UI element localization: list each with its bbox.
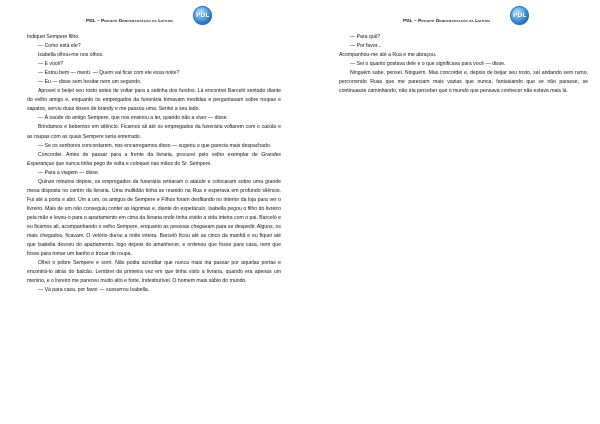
- paragraph: — Estou bem — menti. — Quem vai ficar com ele essa noite?: [38, 70, 180, 77]
- header-text: [403, 18, 490, 23]
- paragraph: — Para a viagem — disse.: [38, 169, 100, 176]
- paragraph: — À saúde do amigo Sempere, que nos ensinou a ler, quando não a viver — disse.: [38, 115, 229, 122]
- paragraph: — Por favor...: [350, 43, 382, 50]
- header-prefix: PDL –: [403, 17, 419, 23]
- running-header: [86, 13, 173, 27]
- header-prefix: PDL –: [86, 17, 102, 23]
- paragraph: — Sei o quanto gostava dele e o que significava para você — disse.: [350, 61, 506, 68]
- left-page-text: [27, 33, 281, 295]
- pdl-logo-icon: [193, 6, 212, 25]
- header-text: [86, 18, 173, 23]
- paragraph: Indiquei Sempere filho.: [27, 34, 80, 40]
- paragraph: Acompanhou-me até a Rua e me abraçou.: [339, 52, 437, 59]
- paragraph: Brindamos e bebemos em silêncio. Ficamos ali até os empregados da funerária voltarem com o caixão e as roupas com as quais Sempere seria enterrado.: [27, 124, 281, 140]
- paragraph: Aproveí e beijei seu rosto antes de voltar para a salinha dos fundos. Lá encontrei Barceló sentado diante do velho amigo e, enquanto os empregados da funerária tomavam medidas e perguntavam sobre roupas e sapatos, serviu duas doses de brandy e me passou uma. Sentei a seu lado.: [27, 88, 281, 113]
- header-title: Projeto Democratização da Leitura: [418, 17, 491, 23]
- paragraph: Ninguém sabe, pensei. Ninguém. Mas concordei e, depois de beijar seu rosto, saí andando sem rumo, percorrendo Ruas que me pareciam mais vazias que nunca, fantasiando que se não parasse, se continuasse caminhando, não iria perceber que o mundo que pensava conhecer não estava mais lá.: [339, 70, 588, 95]
- paragraph: Quinze minutos depois, os empregados da funerária retiraram o ataúde e colocaram sobre uma grande mesa disposta no centro da livraria. Uma multidão tinha se reunido na Rua e esperava em profundo silêncio. Fui até a porta e abri. Um a um, os amigos de Sempere e Filhos foram desfilando no interior da loja para ver o livreiro. Mais de um não conseguiu conter as lágrimas e, diante do espetáculo, Isabella pegou o filho do livreiro pela mão e levou-o para o apartamento em cima da livraria onde tinha vivido a vida inteira com o pai. Barceló e eu ficamos ali, acompanhando o velho Sempere, enquanto as pessoas chegavam para se despedir. Alguns, os mais chegados, ficavam. O velório durou a noite inteira. Barceló ficou até as cinco da manhã e eu fiquei até que Isabella desceu do apartamento, logo depois do amanhecer, e ordenou que fosse para casa, nem que fosse para tomar um banho e trocar de roupa.: [27, 178, 281, 258]
- paragraph: Concordei. Antes de passar para a frente da livraria, procurei pelo velho exemplar de Grandes Esperanças que nunca tinha pego de volta e coloquei nas mãos do Sr. Sempere.: [27, 151, 281, 167]
- right-page-text: [339, 33, 588, 96]
- paragraph: — Para quê?: [350, 34, 381, 40]
- header-title: Projeto Democratização da Leitura: [101, 17, 174, 23]
- running-header: [403, 13, 490, 27]
- right-page: [300, 0, 600, 424]
- paragraph: — Vá para casa, por favor — sussurrou Isabella.: [38, 287, 150, 294]
- paragraph: Isabella olhou-me nos olhos.: [38, 52, 104, 59]
- logo-text: PDL: [195, 12, 210, 19]
- paragraph: — Eu — disse sem hesitar nem um segundo.: [38, 79, 142, 86]
- book-title: Grandes Esperanças: [27, 151, 281, 167]
- paragraph: Olhei o pobre Sempere e sorri. Não podia acreditar que nunca mais iria passar por aquelas portas e encontrá-lo atrás do balcão. Lembrei da primeira vez em que tinha visto a livraria, quando era apenas um menino, e o livreiro me pareceu muito alto e forte. Indestrutível. O homem mais sábio do mundo.: [27, 260, 281, 285]
- paragraph: — Se os senhores concordarem, nos encarregamos disso — sugeriu o que parecia mais despachado.: [38, 142, 272, 149]
- paragraph: — E você?: [38, 61, 64, 68]
- pdl-logo-icon: [510, 6, 529, 25]
- logo-text: PDL: [512, 12, 527, 19]
- paragraph: — Como está ele?: [38, 43, 81, 50]
